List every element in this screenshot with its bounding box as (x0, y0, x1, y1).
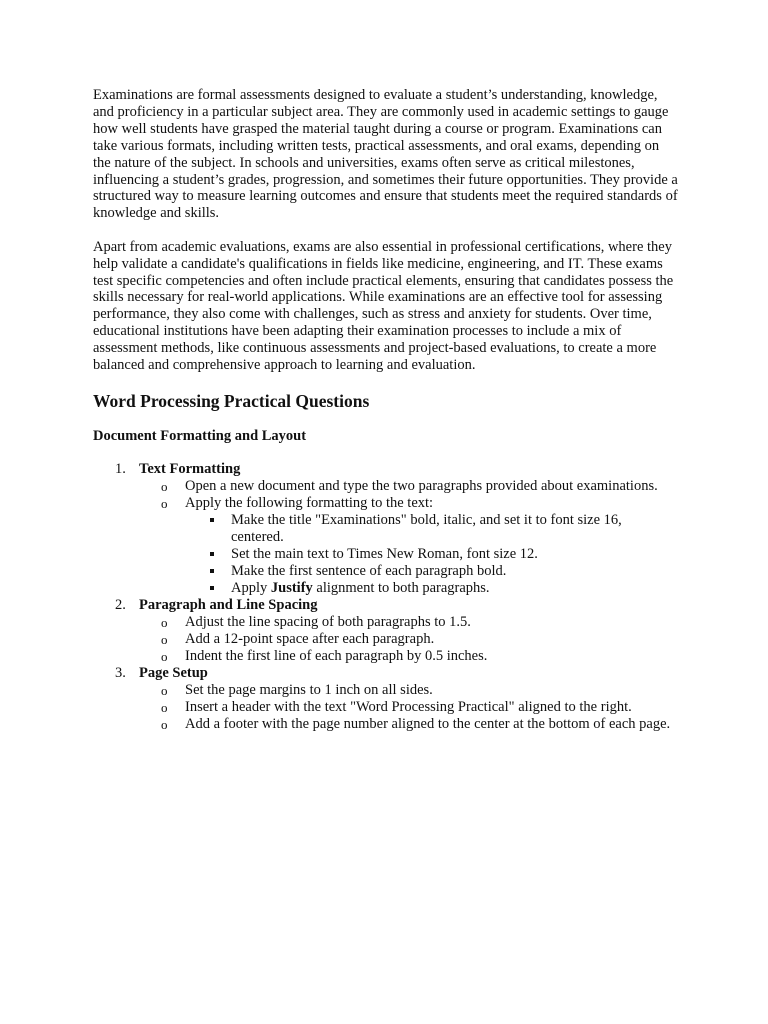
circle-bullet-icon: o (161, 614, 168, 630)
circle-bullet-icon: o (161, 716, 168, 732)
circle-bullet-icon: o (161, 682, 168, 698)
square-bullet-icon (210, 552, 214, 556)
circle-bullet-icon: o (161, 631, 168, 647)
formatting-subitems (185, 512, 678, 597)
sub-list-item (185, 512, 678, 546)
question-3-items (139, 682, 678, 733)
list-item-text: Add a 12-point space after each paragraph. (185, 630, 435, 647)
list-item (139, 648, 678, 665)
question-3 (93, 665, 678, 733)
square-bullet-icon (210, 569, 214, 573)
question-title: Text Formatting (139, 460, 241, 477)
question-2 (93, 597, 678, 665)
paragraph-1: Examinations are formal assessments designed to evaluate a student’s understanding, knowledge, and proficiency in a particular subject area. They are commonly used in academic settings to gauge how well students have grasped the material taught during a course or program. Examinations can take various formats, including written tests, practical assessments, and oral exams, depending on the nature of the subject. In schools and universities, exams often serve as critical milestones, influencing a student’s grades, progression, and sometimes their future opportunities. They provide a structured way to measure learning outcomes and ensure that students meet the required standards of knowledge and skills. (93, 87, 678, 222)
list-item-text: Insert a header with the text "Word Processing Practical" aligned to the right. (185, 698, 632, 715)
list-item (139, 699, 678, 716)
question-2-items (139, 614, 678, 665)
questions-list (93, 461, 678, 733)
sub-list-item (185, 546, 678, 563)
circle-bullet-icon: o (161, 495, 168, 511)
list-item (139, 631, 678, 648)
sub-list-item (185, 580, 678, 597)
question-title: Paragraph and Line Spacing (139, 596, 318, 613)
section-heading: Word Processing Practical Questions (93, 390, 370, 411)
list-item-text: Open a new document and type the two paragraphs provided about examinations. (185, 477, 658, 494)
list-item-text: Add a footer with the page number aligned to the center at the bottom of each page. (185, 715, 671, 732)
circle-bullet-icon: o (161, 699, 168, 715)
question-number: 2. (115, 596, 126, 613)
list-item (139, 716, 678, 733)
justify-keyword: Justify (270, 579, 313, 596)
list-item (139, 495, 678, 597)
sub-list-item-text: Make the first sentence of each paragraph bold. (231, 562, 507, 579)
list-item-text: Apply the following formatting to the text: (185, 494, 434, 511)
document-page (93, 87, 678, 733)
question-number: 3. (115, 664, 126, 681)
question-1 (93, 461, 678, 597)
sub-list-item-text-prefix: Apply (231, 579, 271, 596)
list-item-text: Adjust the line spacing of both paragraphs to 1.5. (185, 613, 471, 630)
question-1-items (139, 478, 678, 597)
square-bullet-icon (210, 518, 214, 522)
circle-bullet-icon: o (161, 478, 168, 494)
section-subheading: Document Formatting and Layout (93, 427, 307, 444)
sub-list-item (185, 563, 678, 580)
list-item (139, 682, 678, 699)
sub-list-item-text: Make the title "Examinations" bold, italic, and set it to font size 16, centered. (231, 511, 622, 545)
question-number: 1. (115, 460, 126, 477)
list-item (139, 478, 678, 495)
list-item-text: Set the page margins to 1 inch on all sides. (185, 681, 433, 698)
paragraph-2: Apart from academic evaluations, exams are also essential in professional certifications, where they help validate a candidate's qualifications in fields like medicine, engineering, and IT. These exams test specific competencies and often include practical elements, ensuring that candidates possess the skills necessary for real-world applications. While examinations are an effective tool for assessing performance, they also come with challenges, such as stress and anxiety for students. Over time, educational institutions have been adapting their examination processes to include a mix of assessment methods, like continuous assessments and project-based evaluations, to create a more balanced and comprehensive approach to learning and evaluation. (93, 238, 674, 374)
list-item (139, 614, 678, 631)
circle-bullet-icon: o (161, 648, 168, 664)
sub-list-item-text: Set the main text to Times New Roman, font size 12. (231, 545, 538, 562)
list-item-text: Indent the first line of each paragraph by 0.5 inches. (185, 647, 488, 664)
sub-list-item-text-suffix: alignment to both paragraphs. (312, 579, 490, 596)
square-bullet-icon (210, 586, 214, 590)
question-title: Page Setup (139, 664, 208, 681)
